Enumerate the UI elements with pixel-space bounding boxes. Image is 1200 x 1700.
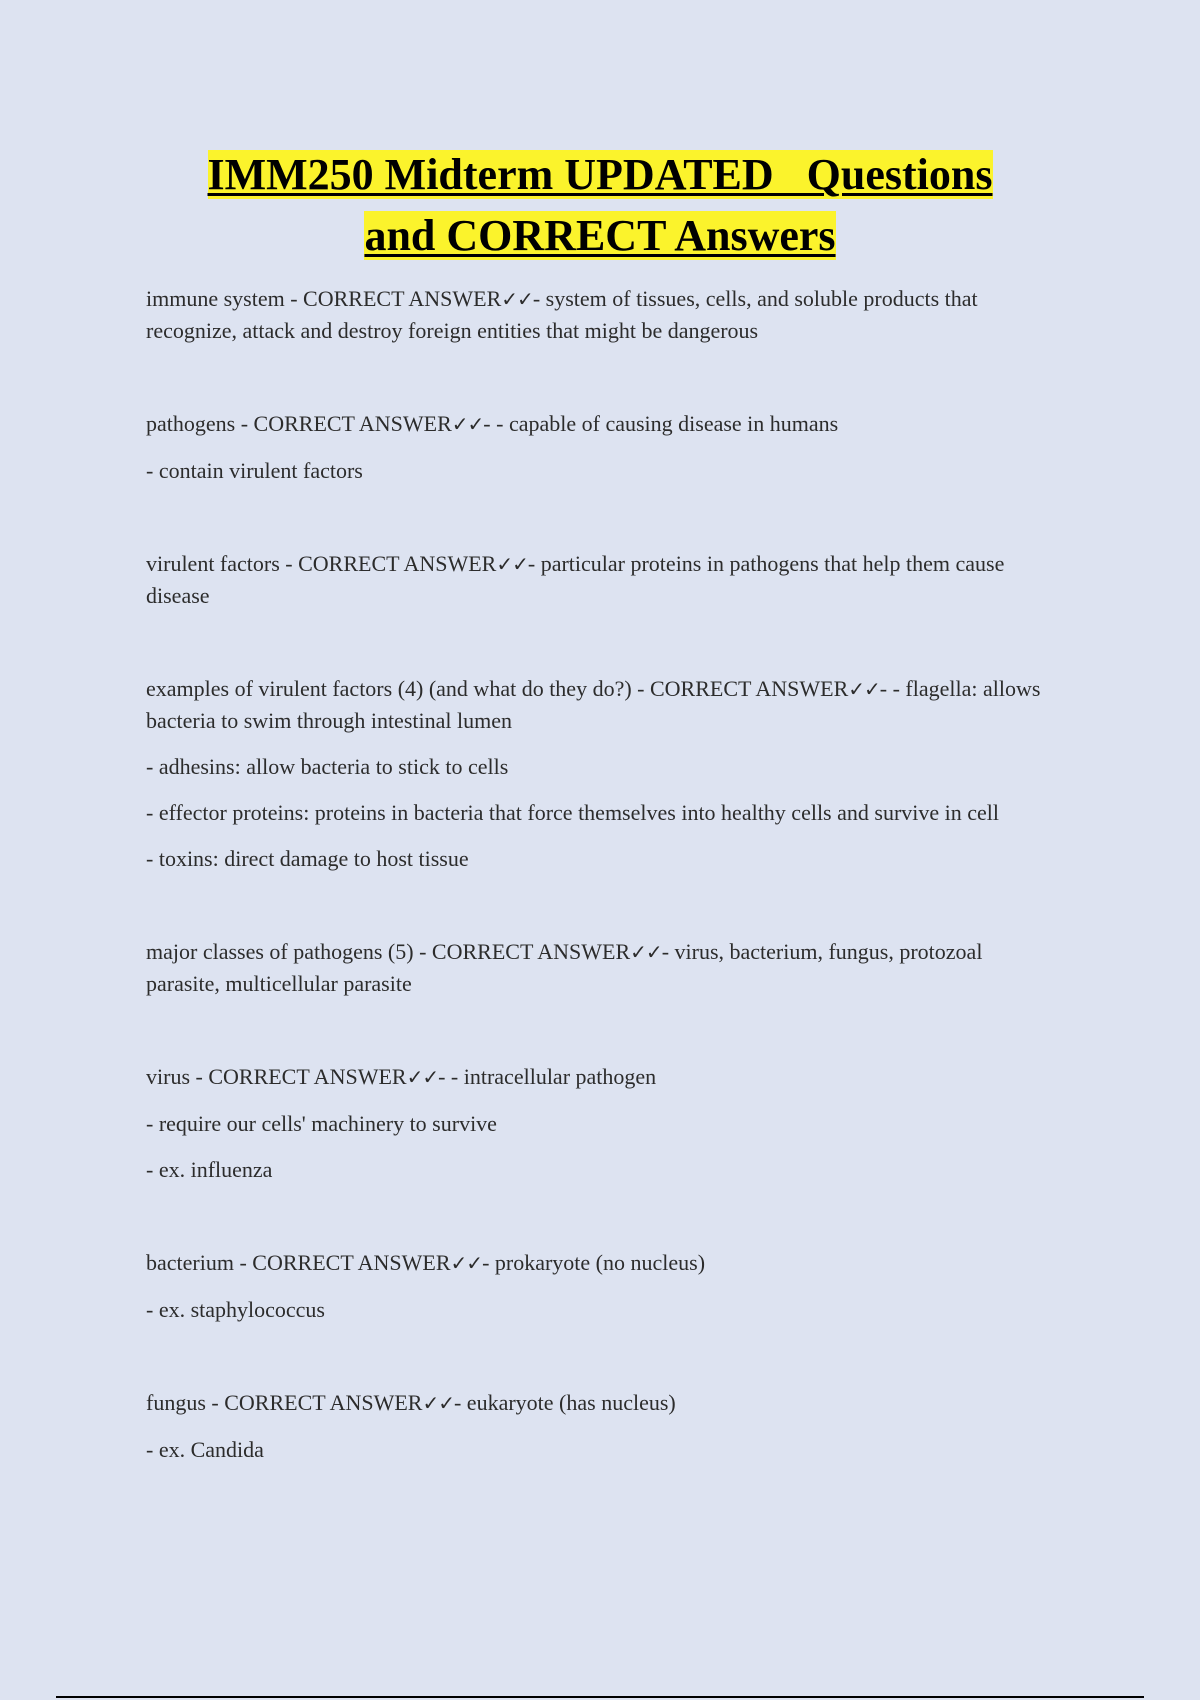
answer-text: - - intracellular pathogen: [438, 1064, 657, 1089]
correct-answer-label: CORRECT ANSWER: [253, 411, 452, 436]
answer-text: - - capable of causing disease in humans: [483, 411, 839, 436]
footer-divider: [56, 1696, 1144, 1698]
answer-detail-line: - require our cells' machinery to survive: [146, 1111, 497, 1136]
checkmark-icon: ✓✓: [501, 287, 533, 311]
document-title: [120, 144, 1080, 266]
qa-question-line: [146, 936, 1046, 999]
qa-item: [146, 548, 1046, 611]
qa-question-line: [146, 408, 1046, 440]
qa-question-line: [146, 1247, 1046, 1279]
qa-question-line: [146, 673, 1046, 736]
correct-answer-label: CORRECT ANSWER: [650, 676, 849, 701]
question-term: examples of virulent factors (4) (and what do they do?) -: [146, 676, 650, 701]
answer-detail-line: - adhesins: allow bacteria to stick to cells: [146, 754, 509, 779]
answer-detail-line: - effector proteins: proteins in bacteria that force themselves into healthy cells and survive in cell: [146, 800, 1000, 825]
checkmark-icon: ✓✓: [630, 940, 662, 964]
answer-detail-line: - ex. Candida: [146, 1437, 264, 1462]
answer-detail-line: - ex. staphylococcus: [146, 1297, 325, 1322]
qa-list: [146, 283, 1046, 1527]
question-term: fungus -: [146, 1390, 225, 1415]
checkmark-icon: ✓✓: [451, 412, 484, 436]
qa-item: [146, 1247, 1046, 1325]
qa-question-line: [146, 1061, 1046, 1093]
qa-item: [146, 673, 1046, 874]
question-term: pathogens -: [146, 411, 254, 436]
checkmark-icon: ✓✓: [406, 1065, 439, 1089]
qa-question-line: [146, 548, 1046, 611]
qa-question-line: [146, 1387, 1046, 1419]
qa-item: [146, 283, 1046, 346]
answer-detail-line: - ex. influenza: [146, 1157, 273, 1182]
title-line-2: and CORRECT Answers: [364, 211, 836, 260]
answer-text: - virus, bacterium, fungus, protozoal parasite, multicellular parasite: [146, 939, 983, 996]
question-term: major classes of pathogens (5) -: [146, 939, 432, 964]
question-term: immune system -: [146, 286, 304, 311]
qa-question-line: [146, 283, 1046, 346]
qa-item: [146, 936, 1046, 999]
answer-detail-line: - toxins: direct damage to host tissue: [146, 846, 469, 871]
correct-answer-label: CORRECT ANSWER: [303, 286, 502, 311]
question-term: virus -: [146, 1064, 209, 1089]
correct-answer-label: CORRECT ANSWER: [224, 1390, 423, 1415]
answer-text: - system of tissues, cells, and soluble products that recognize, attack and destroy foreign entities that might be dangerous: [146, 286, 978, 343]
question-term: virulent factors -: [146, 551, 299, 576]
title-line-1: IMM250 Midterm UPDATED Questions: [207, 150, 993, 199]
answer-detail-line: - contain virulent factors: [146, 458, 363, 483]
answer-text: - eukaryote (has nucleus): [453, 1390, 676, 1415]
correct-answer-label: CORRECT ANSWER: [431, 939, 631, 964]
checkmark-icon: ✓✓: [422, 1391, 454, 1415]
question-term: bacterium -: [146, 1250, 253, 1275]
answer-text: - prokaryote (no nucleus): [482, 1250, 706, 1275]
qa-item: [146, 1387, 1046, 1465]
qa-item: [146, 408, 1046, 486]
correct-answer-label: CORRECT ANSWER: [298, 551, 497, 576]
correct-answer-label: CORRECT ANSWER: [252, 1250, 451, 1275]
qa-item: [146, 1061, 1046, 1185]
checkmark-icon: ✓✓: [848, 677, 880, 701]
answer-text: - - flagella: allows bacteria to swim through intestinal lumen: [146, 676, 1041, 733]
checkmark-icon: ✓✓: [450, 1251, 483, 1275]
checkmark-icon: ✓✓: [496, 552, 528, 576]
correct-answer-label: CORRECT ANSWER: [208, 1064, 407, 1089]
answer-text: - particular proteins in pathogens that help them cause disease: [146, 551, 1005, 608]
